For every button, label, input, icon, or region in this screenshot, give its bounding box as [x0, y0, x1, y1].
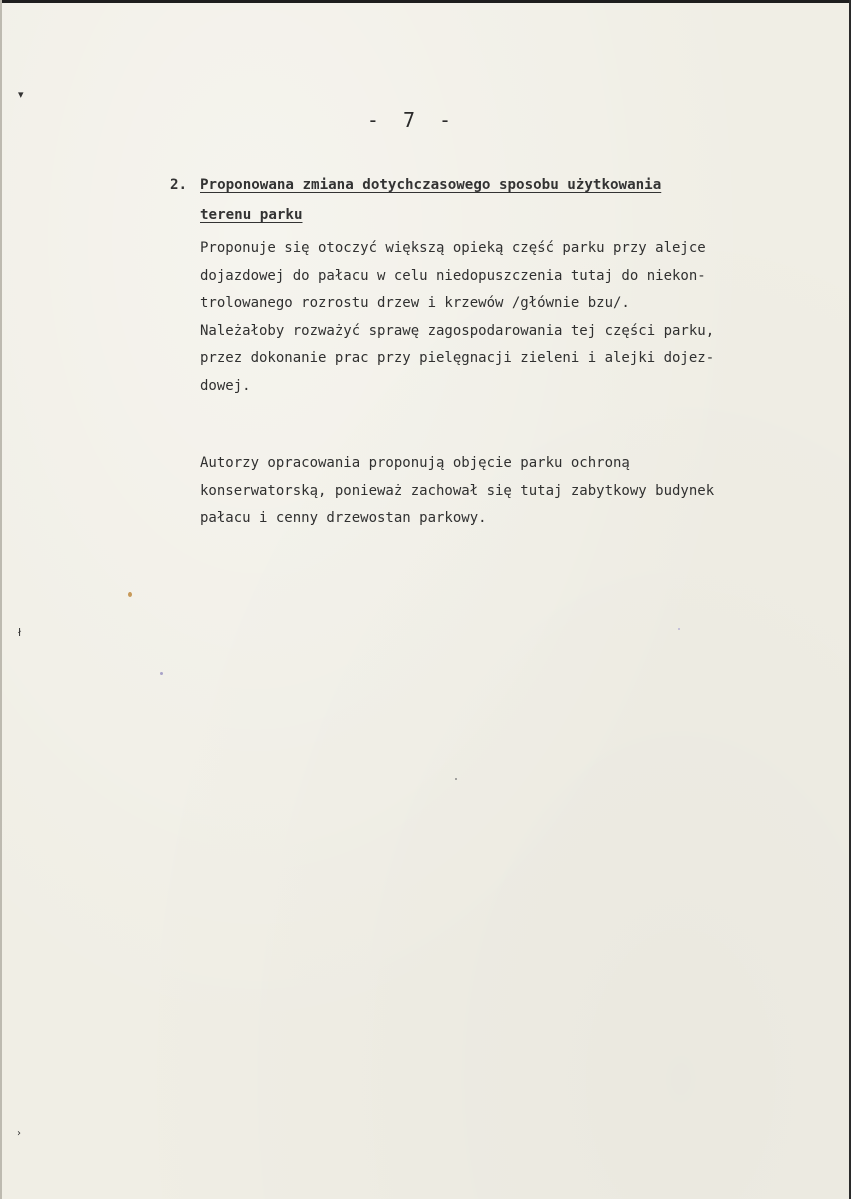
scan-speck [678, 628, 680, 630]
scan-speck [455, 778, 457, 780]
margin-mark-bottom: › [17, 1128, 21, 1139]
section-number: 2. [170, 177, 188, 193]
scan-edge-top [0, 0, 851, 3]
paragraph-proposal: Proponuje się otoczyć większą opieką część parku przy alejce dojazdowej do pałacu w celu niedopuszczenia tutaj do niekon- trolowanego rozrostu drzew i krzewów /głównie bzu/. Należałoby rozważyć sprawę zagospodarowania tej części parku, przez dokonanie prac przy pielęgnacji zieleni i alejki dojez- dowej. [200, 240, 715, 394]
scan-speck [160, 672, 163, 675]
scan-speck [128, 592, 132, 597]
page-number: - 7 - [366, 108, 458, 132]
paragraph-conclusion: Autorzy opracowania proponują objęcie parku ochroną konserwatorską, ponieważ zachował się tutaj zabytkowy budynek pałacu i cenny drzewostan parkowy. [200, 455, 715, 526]
scan-edge-left [0, 0, 2, 1199]
margin-mark-top: ▾ [18, 88, 24, 101]
margin-mark-middle: ł [18, 626, 22, 639]
section-title: Proponowana zmiana dotychczasowego sposobu użytkowania terenu parku [200, 177, 662, 223]
